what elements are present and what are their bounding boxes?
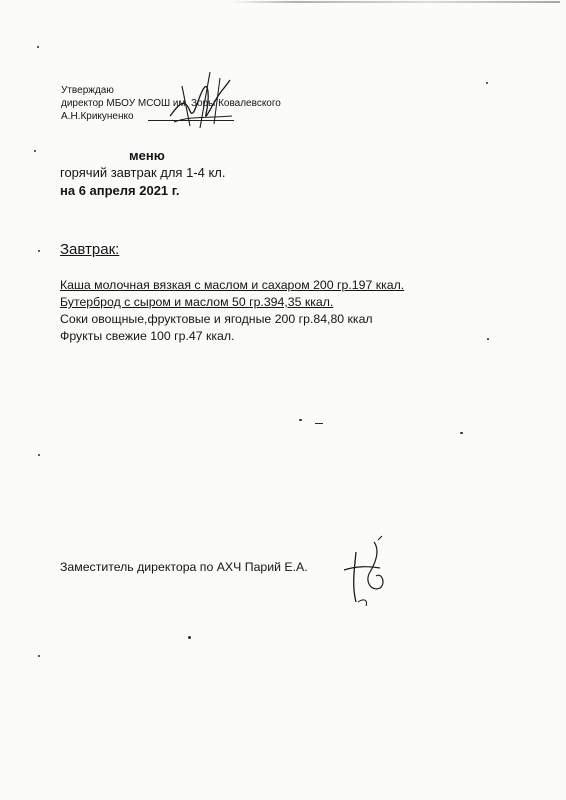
deputy-signature (336, 532, 406, 612)
menu-subtitle: горячий завтрак для 1-4 кл. (60, 165, 226, 180)
scan-speck (188, 636, 191, 639)
scan-speck (38, 250, 40, 252)
footer-signer: Заместитель директора по АХЧ Парий Е.А. (60, 560, 308, 574)
scan-speck (315, 423, 323, 424)
scan-speck (487, 338, 489, 340)
menu-item: Фрукты свежие 100 гр.47 ккал. (60, 329, 235, 343)
approval-position: директор МБОУ МСОШ им. Зоры Ковалевского (61, 98, 281, 109)
scan-speck (38, 454, 40, 456)
menu-date: на 6 апреля 2021 г. (60, 183, 180, 198)
approval-heading: Утверждаю (61, 85, 114, 96)
scan-speck (38, 655, 40, 657)
scan-speck (299, 419, 302, 421)
menu-title: меню (129, 148, 165, 163)
scan-speck (460, 432, 463, 434)
menu-item: Бутерброд с сыром и маслом 50 гр.394,35 ккал. (60, 295, 334, 309)
section-title: Завтрак: (60, 241, 120, 258)
scan-speck (486, 82, 488, 84)
menu-item: Каша молочная вязкая с маслом и сахаром 200 гр.197 ккал. (60, 278, 405, 292)
menu-item: Соки овощные,фруктовые и ягодные 200 гр.84,80 ккал (60, 312, 373, 326)
approval-name: А.Н.Крикуненко (61, 111, 134, 122)
scan-speck (37, 46, 39, 48)
menu-items-list (60, 277, 404, 345)
scan-artifact-line (230, 1, 560, 3)
scan-speck (34, 150, 36, 152)
director-signature (160, 66, 240, 134)
